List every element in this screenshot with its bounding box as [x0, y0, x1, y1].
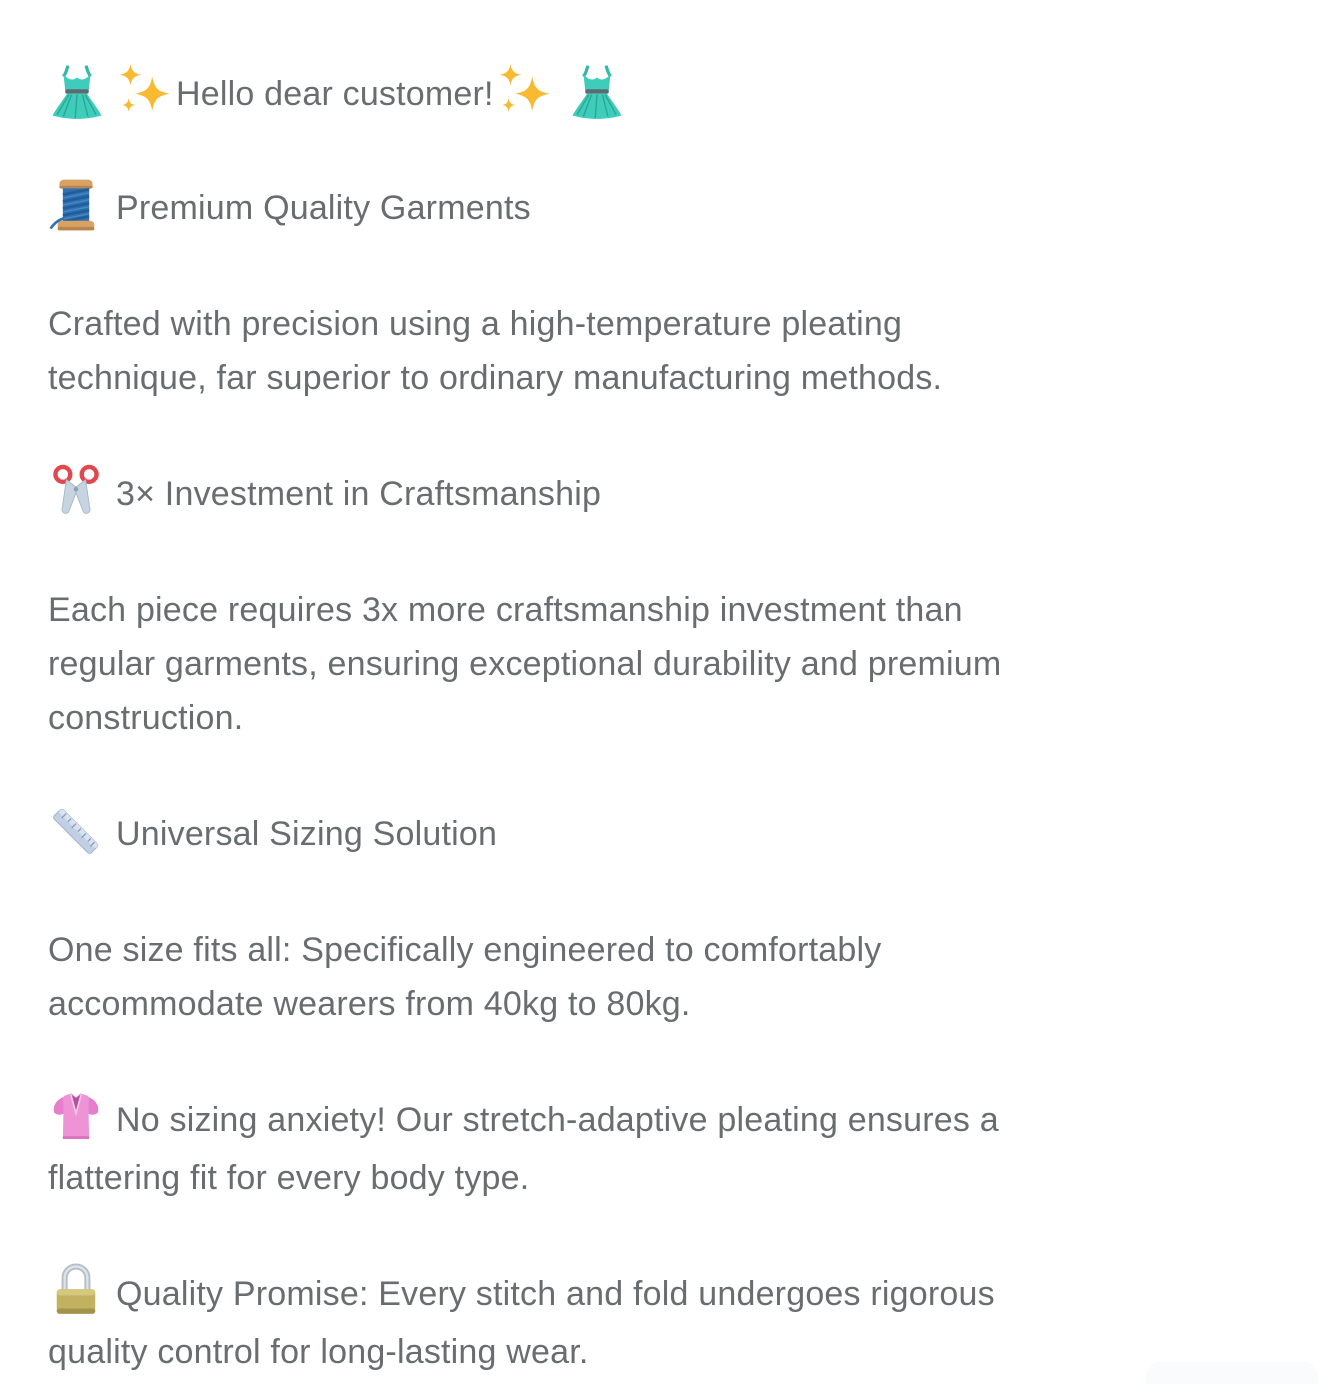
paragraph-line: Crafted with precision using a high-temperature pleating: [48, 305, 903, 343]
thread-spool-icon: [48, 177, 104, 233]
bottom-right-faint-element: [1146, 1362, 1318, 1384]
paragraph-text: Quality Promise: Every stitch and fold undergoes rigorous: [116, 1275, 995, 1313]
paragraph-line: [48, 1263, 1276, 1325]
dress-icon: [568, 62, 626, 120]
paragraph-line: Each piece requires 3x more craftsmanship investment than: [48, 591, 963, 629]
paragraph-line: technique, far superior to ordinary manufacturing methods.: [48, 359, 943, 397]
sparkles-icon: [116, 62, 174, 120]
greeting-text: Hello dear customer!: [176, 75, 494, 113]
paragraph-line: construction.: [48, 699, 244, 737]
paragraph-line: regular garments, ensuring exceptional durability and premium: [48, 645, 1002, 683]
section-heading-label: 3× Investment in Craftsmanship: [116, 475, 602, 513]
paragraph-line: flattering fit for every body type.: [48, 1159, 530, 1197]
paragraph-pleating-technique: [48, 297, 1276, 405]
greeting-line: [48, 62, 1276, 125]
blouse-icon: [48, 1089, 104, 1145]
section-heading-label: Premium Quality Garments: [116, 189, 531, 227]
paragraph-craftsmanship-investment: [48, 583, 1276, 745]
paragraph-line: accommodate wearers from 40kg to 80kg.: [48, 985, 691, 1023]
sparkles-icon: [496, 62, 554, 120]
paragraph-text: No sizing anxiety! Our stretch-adaptive pleating ensures a: [116, 1101, 999, 1139]
paragraph-one-size: [48, 923, 1276, 1031]
section-heading-universal-sizing: [48, 803, 1276, 865]
paragraph-line: quality control for long-lasting wear.: [48, 1333, 589, 1371]
paragraph-line: [48, 1089, 1276, 1151]
lock-icon: [48, 1263, 104, 1319]
dress-icon: [48, 62, 106, 120]
paragraph-line: One size fits all: Specifically engineered to comfortably: [48, 931, 882, 969]
section-heading-investment: [48, 463, 1276, 525]
ruler-icon: [48, 803, 104, 859]
paragraph-no-sizing-anxiety: [48, 1089, 1276, 1205]
scissors-icon: [48, 463, 104, 519]
paragraph-quality-promise: [48, 1263, 1276, 1379]
section-heading-label: Universal Sizing Solution: [116, 815, 498, 853]
section-heading-premium-quality: [48, 177, 1276, 239]
